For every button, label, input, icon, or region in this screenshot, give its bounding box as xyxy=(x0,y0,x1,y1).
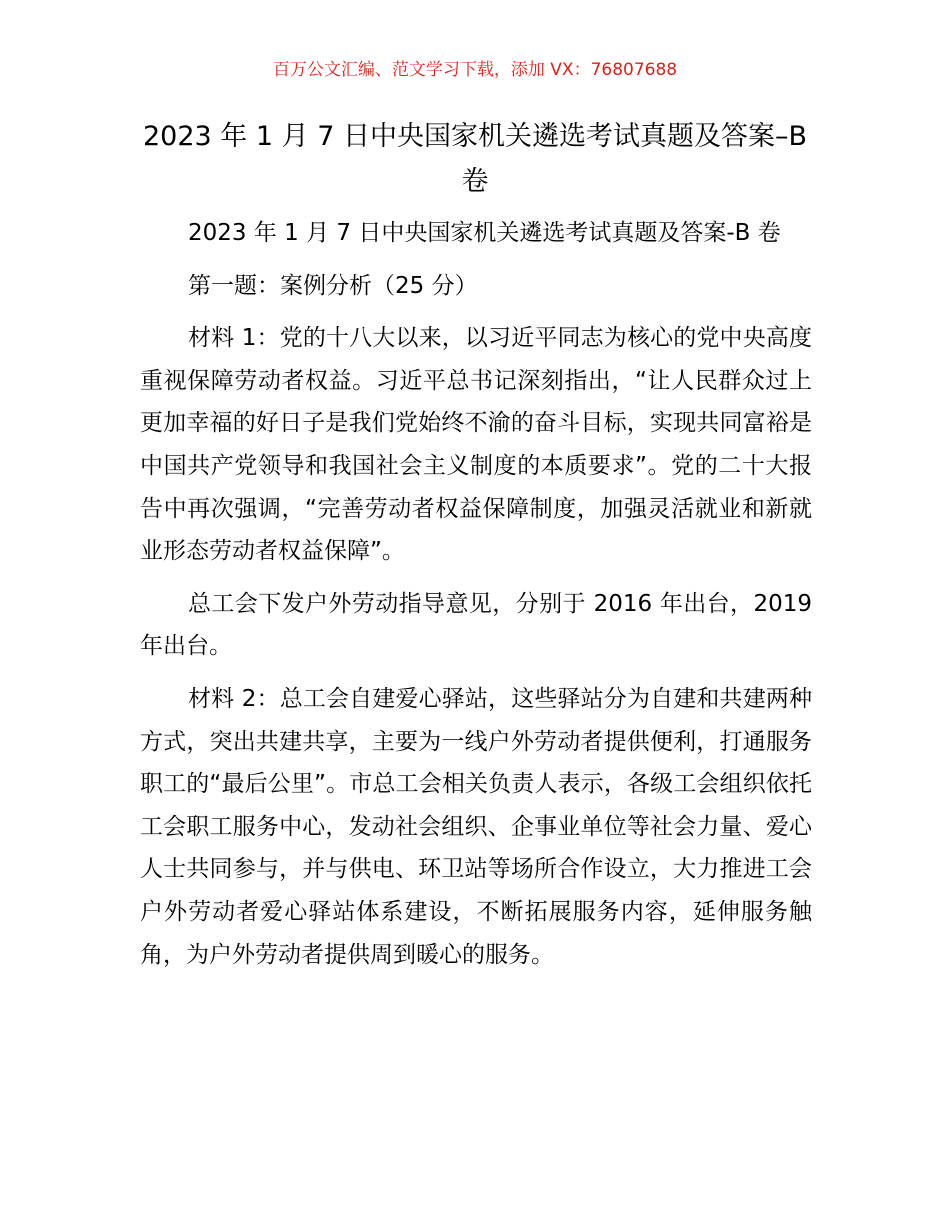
header-banner: 百万公文汇编、范文学习下载，添加 VX：76807688 xyxy=(272,60,678,80)
paragraph-material-2: 材料 2：总工会自建爱心驿站，这些驿站分为自建和共建两种方式，突出共建共享，主要为一线户外劳动者提供便利，打通服务职工的“最后公里”。市总工会相关负责人表示，各级工会组织依托工会职工服务中心，发动社会组织、企事业单位等社会力量、爱心人士共同参与，并与供电、环卫站等场所合作设立，大力推进工会户外劳动者爱心驿站体系建设，不断拓展服务内容，延伸服务触角，为户外劳动者提供周到暖心的服务。 xyxy=(140,685,812,968)
paragraph-guidance-note: 总工会下发户外劳动指导意见，分别于 2016 年出台，2019 年出台。 xyxy=(140,590,812,660)
paragraph-subtitle: 2023 年 1 月 7 日中央国家机关遴选考试真题及答案-B 卷 xyxy=(188,220,781,246)
document-title: 2023 年 1 月 7 日中央国家机关遴选考试真题及答案–B 卷 xyxy=(142,121,807,197)
paragraph-question-heading: 第一题：案例分析（25 分） xyxy=(188,272,478,299)
document-body xyxy=(140,212,812,986)
paragraph-material-1: 材料 1：党的十八大以来，以习近平同志为核心的党中央高度重视保障劳动者权益。习近平总书记深刻指出，“让人民群众过上更加幸福的好日子是我们党始终不渝的奋斗目标，实现共同富裕是中国共产党领导和我国社会主义制度的本质要求”。党的二十大报告中再次强调，“完善劳动者权益保障制度，加强灵活就业和新就业形态劳动者权益保障”。 xyxy=(140,325,812,565)
